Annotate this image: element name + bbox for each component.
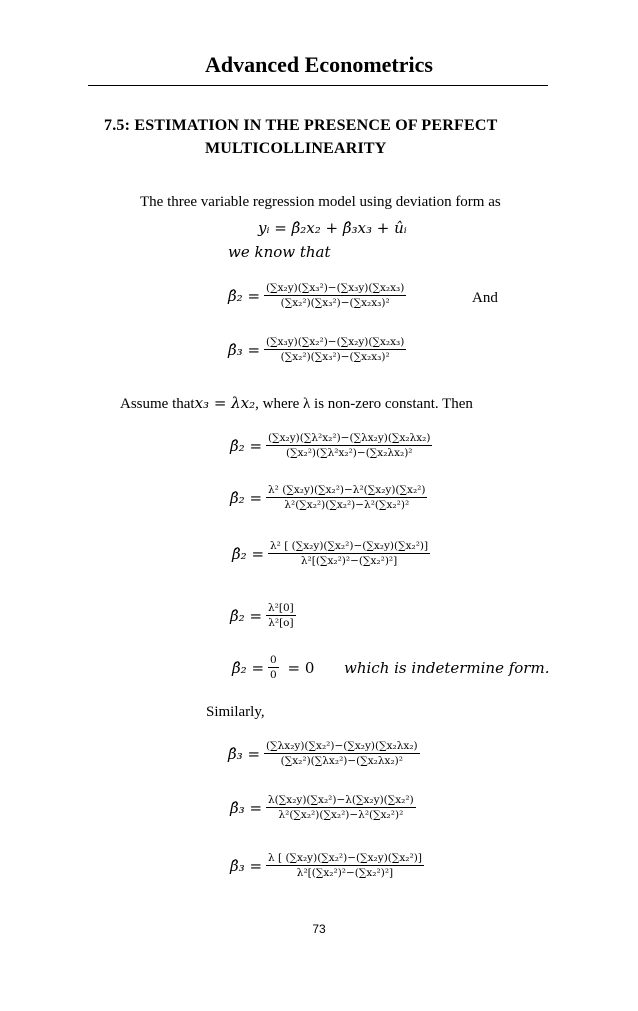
beta2-step-2	[230, 484, 427, 511]
step-lhs: β̂₃ =	[228, 744, 261, 763]
step-denominator: λ²[(∑x₂²)²−(∑x₂²)²]	[296, 867, 394, 879]
beta3-fraction	[264, 336, 406, 363]
beta3-numerator: (∑x₃y)(∑x₂²)−(∑x₂y)(∑x₂x₃)	[266, 336, 405, 348]
step-denominator: λ²(∑x₂²)(∑x₂²)−λ²(∑x₂²)²	[278, 809, 404, 821]
running-header: Advanced Econometrics	[205, 52, 433, 77]
step-numerator: (∑x₂y)(∑λ²x₂²)−(∑λx₂y)(∑x₂λx₂)	[268, 432, 431, 444]
final-denominator: 0	[270, 669, 277, 681]
regression-model-equation: yᵢ = β̂₂x₂ + β̂₃x₃ + ûᵢ	[258, 219, 407, 237]
step-denominator: (∑x₂²)(∑λx₂²)−(∑x₂λx₂)²	[280, 755, 403, 767]
beta2-step-3	[232, 540, 430, 567]
beta2-lhs: β̂₂ =	[228, 286, 261, 305]
beta3-step-3	[230, 852, 424, 879]
step-fraction	[268, 540, 430, 567]
beta3-denominator: (∑x₂²)(∑x₃²)−(∑x₂x₃)²	[280, 351, 390, 363]
indeterminate-remark: which is indetermine form.	[344, 659, 550, 677]
step-numerator: (∑λx₂y)(∑x₂²)−(∑x₂y)(∑x₂λx₂)	[266, 740, 418, 752]
step-lhs: β̂₃ =	[230, 798, 263, 817]
step-fraction	[264, 740, 420, 767]
and-label: And	[472, 290, 498, 306]
section-heading-line2: MULTICOLLINEARITY	[205, 140, 387, 157]
step-fraction	[266, 484, 427, 511]
header-rule	[88, 85, 548, 86]
step-numerator: λ [ (∑x₂y)(∑x₂²)−(∑x₂y)(∑x₂²)]	[268, 852, 422, 864]
step-lhs: β̂₂ =	[230, 488, 263, 507]
assume-equation: x₃ = λx₂	[194, 394, 256, 412]
beta3-step-1	[228, 740, 420, 767]
step-fraction	[266, 602, 296, 629]
beta2-fraction	[264, 282, 406, 309]
step-fraction	[266, 432, 432, 459]
step-numerator: λ² (∑x₂y)(∑x₂²)−λ²(∑x₂y)(∑x₂²)	[268, 484, 426, 496]
intro-text: The three variable regression model using deviation form as	[140, 194, 501, 210]
step-numerator: λ² [ (∑x₂y)(∑x₂²)−(∑x₂y)(∑x₂²)]	[270, 540, 429, 552]
beta2-step-1	[230, 432, 432, 459]
page-number: 73	[312, 922, 326, 936]
assumption-line	[120, 394, 473, 413]
step-lhs: β̂₂ =	[232, 544, 265, 563]
section-heading-line1: 7.5: ESTIMATION IN THE PRESENCE OF PERFECT	[104, 117, 498, 134]
beta2-numerator: (∑x₂y)(∑x₃²)−(∑x₃y)(∑x₂x₃)	[266, 282, 405, 294]
step-fraction	[266, 794, 416, 821]
final-rhs: = 0	[287, 658, 315, 677]
beta3-formula	[228, 336, 406, 363]
step-lhs: β̂₂ =	[230, 606, 263, 625]
step-denominator: λ²[o]	[268, 617, 294, 629]
step-lhs: β̂₃ =	[230, 856, 263, 875]
beta3-step-2	[230, 794, 416, 821]
step-numerator: λ²[0]	[268, 602, 294, 614]
step-denominator: λ²(∑x₂²)(∑x₂²)−λ²(∑x₂²)²	[284, 499, 410, 511]
we-know-that: we know that	[228, 243, 331, 261]
step-lhs: β̂₂ =	[230, 436, 263, 455]
step-denominator: (∑x₂²)(∑λ²x₂²)−(∑x₂λx₂)²	[285, 447, 413, 459]
step-fraction	[266, 852, 424, 879]
assume-suffix: , where λ is non-zero constant. Then	[255, 396, 473, 412]
beta3-lhs: β̂₃ =	[228, 340, 261, 359]
beta2-final-result	[232, 654, 314, 681]
assume-prefix: Assume that	[120, 396, 195, 412]
beta2-denominator: (∑x₂²)(∑x₃²)−(∑x₂x₃)²	[280, 297, 390, 309]
step-numerator: λ(∑x₂y)(∑x₂²)−λ(∑x₂y)(∑x₂²)	[268, 794, 414, 806]
beta2-step-4	[230, 602, 296, 629]
zero-over-zero	[268, 654, 279, 681]
beta2-formula	[228, 282, 406, 309]
final-numerator: 0	[270, 654, 277, 666]
final-lhs: β̂₂ =	[232, 658, 265, 677]
step-denominator: λ²[(∑x₂²)²−(∑x₂²)²]	[300, 555, 398, 567]
similarly-label: Similarly,	[206, 704, 265, 720]
